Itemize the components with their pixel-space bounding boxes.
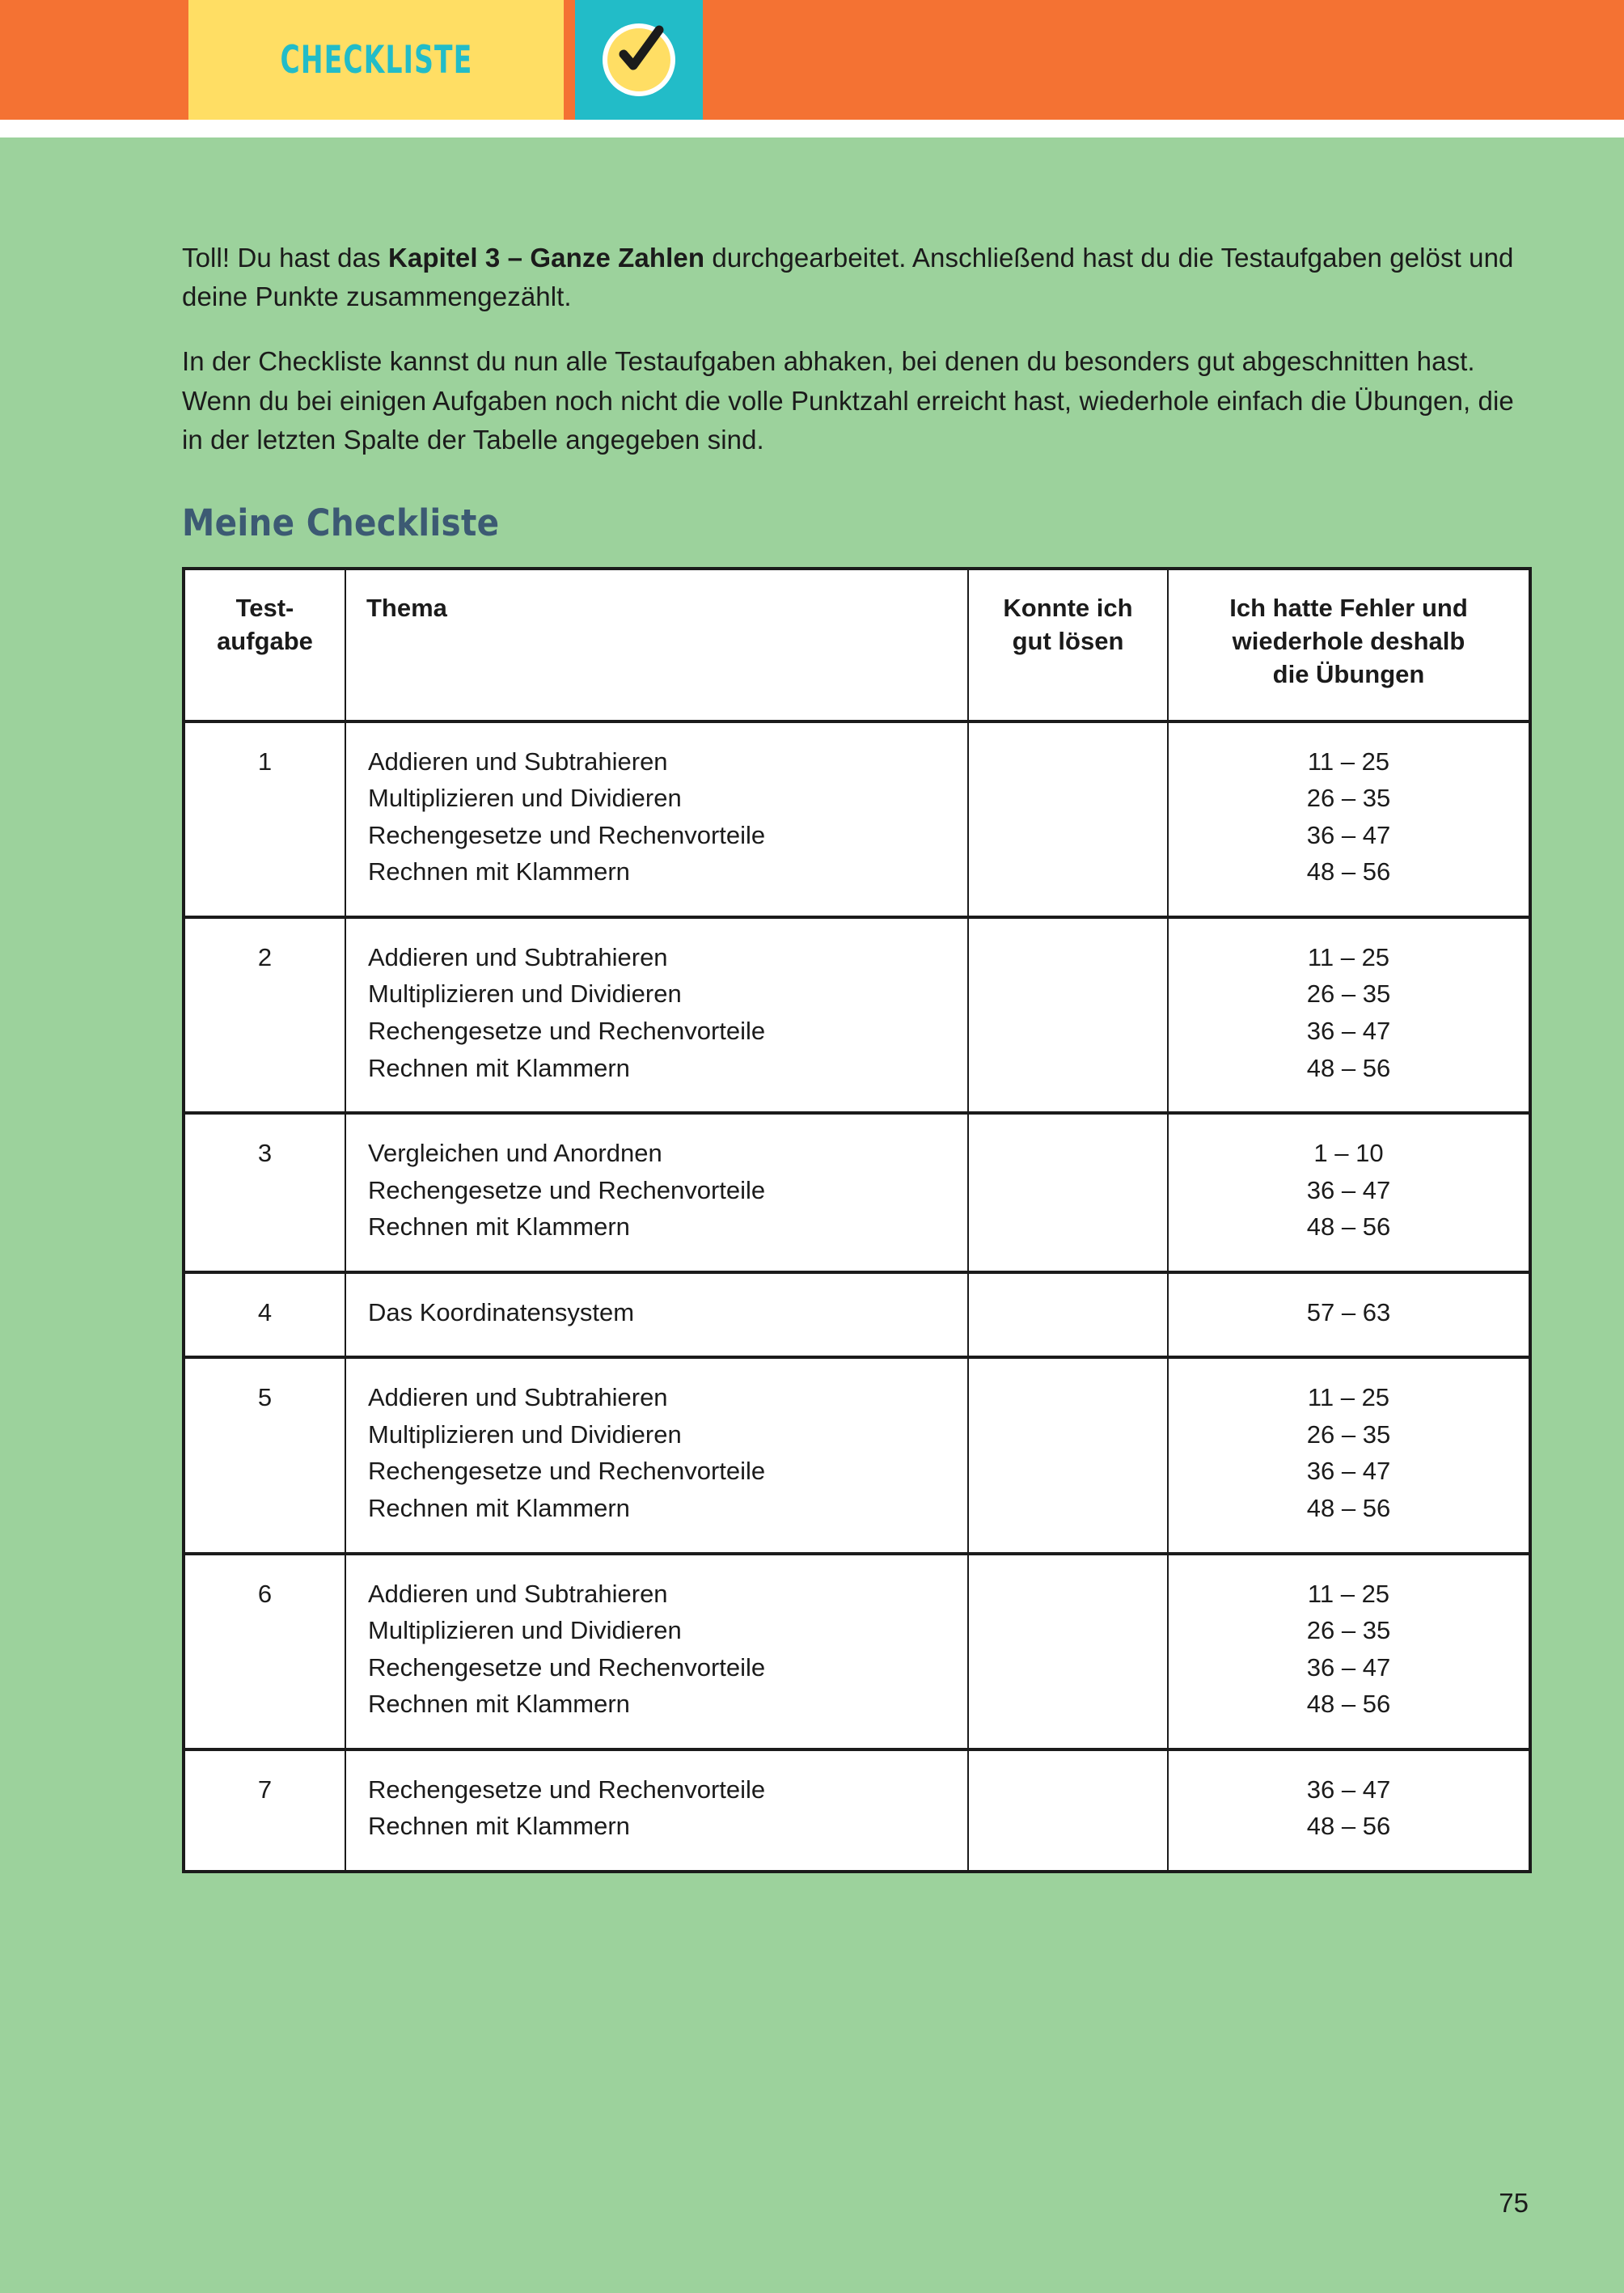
uebung-range: 57 – 63 [1306, 1297, 1391, 1326]
cell-thema [345, 1272, 968, 1358]
uebung-range: 11 – 25 [1307, 1579, 1390, 1608]
intro-text-part-1: Toll! Du hast das [182, 243, 388, 273]
uebung-range: 11 – 25 [1307, 747, 1390, 776]
uebung-range: 36 – 47 [1306, 1175, 1391, 1204]
testaufgabe-number: 1 [257, 747, 273, 776]
thema-line: Rechnen mit Klammern [368, 1212, 630, 1242]
cell-testaufgabe-number [184, 1272, 345, 1358]
thema-line: Rechengesetze und Rechenvorteile [368, 1652, 766, 1682]
uebung-range: 48 – 56 [1306, 1812, 1391, 1841]
testaufgabe-number: 6 [257, 1579, 273, 1608]
checklist-table [182, 567, 1532, 1873]
thema-list [347, 724, 966, 915]
uebung-range: 1 – 10 [1313, 1139, 1384, 1168]
cell-uebungen [1168, 1357, 1530, 1553]
uebungen-list [1169, 1275, 1528, 1356]
table-body [184, 721, 1530, 1872]
thema-list [347, 1752, 966, 1869]
thema-line: Addieren und Subtrahieren [368, 1383, 668, 1412]
page-body [0, 137, 1624, 2293]
cell-thema [345, 1357, 968, 1553]
cell-konnte-ich-gut-loesen-checkbox[interactable] [968, 917, 1168, 1113]
cell-testaufgabe-number [184, 1749, 345, 1872]
testaufgabe-number: 3 [257, 1139, 273, 1168]
uebung-range: 26 – 35 [1306, 784, 1391, 813]
page-number: 75 [1499, 2188, 1529, 2218]
thema-line: Vergleichen und Anordnen [368, 1139, 662, 1168]
thema-line: Rechnen mit Klammern [368, 1812, 630, 1841]
thema-line: Rechnen mit Klammern [368, 1494, 630, 1523]
table-row [184, 917, 1530, 1113]
thema-list [347, 1556, 966, 1747]
table-row [184, 1272, 1530, 1358]
cell-thema [345, 721, 968, 917]
column-header-konnte-ich-gut-loesen [968, 569, 1168, 721]
column-header-testaufgabe [184, 569, 345, 721]
thema-line: Rechengesetze und Rechenvorteile [368, 1016, 766, 1045]
uebung-range: 36 – 47 [1306, 1775, 1391, 1804]
uebungen-list [1169, 1115, 1528, 1270]
cell-thema [345, 917, 968, 1113]
uebung-range: 26 – 35 [1306, 1616, 1391, 1645]
uebung-range: 48 – 56 [1306, 1494, 1391, 1523]
column-header-thema [345, 569, 968, 721]
column-header-uebungen-line1: Ich hatte Fehler und [1229, 593, 1468, 622]
uebung-range: 48 – 56 [1306, 1212, 1391, 1242]
table-row [184, 1357, 1530, 1553]
cell-testaufgabe-number [184, 1357, 345, 1553]
uebungen-list [1169, 1752, 1528, 1869]
table-row [184, 1113, 1530, 1272]
column-header-ok-line1: Konnte ich [1003, 593, 1133, 622]
cell-uebungen [1168, 1554, 1530, 1749]
thema-line: Rechengesetze und Rechenvorteile [368, 1175, 766, 1204]
header-title-block [188, 0, 564, 120]
checkbox-area[interactable] [970, 1275, 1166, 1356]
intro-paragraph-1 [182, 239, 1529, 316]
cell-thema [345, 1749, 968, 1872]
uebung-range: 48 – 56 [1306, 857, 1391, 886]
section-heading: Meine Checkliste [182, 501, 500, 544]
table-row [184, 721, 1530, 917]
table-header-row [184, 569, 1530, 721]
uebung-range: 48 – 56 [1306, 1053, 1391, 1082]
uebungen-list [1169, 920, 1528, 1111]
uebungen-list [1169, 1556, 1528, 1747]
thema-list [347, 1360, 966, 1551]
uebung-range: 11 – 25 [1307, 1383, 1390, 1412]
header-band [0, 0, 1624, 120]
uebungen-list [1169, 1360, 1528, 1551]
column-header-uebungen [1168, 569, 1530, 721]
thema-line: Multiplizieren und Dividieren [368, 1616, 682, 1645]
uebung-range: 26 – 35 [1306, 1419, 1391, 1449]
cell-konnte-ich-gut-loesen-checkbox[interactable] [968, 1113, 1168, 1272]
table-row [184, 1749, 1530, 1872]
thema-line: Rechnen mit Klammern [368, 857, 630, 886]
column-header-testaufgabe-line2: aufgabe [217, 626, 313, 655]
checkbox-area[interactable] [970, 1752, 1166, 1833]
cell-thema [345, 1113, 968, 1272]
thema-line: Multiplizieren und Dividieren [368, 979, 682, 1009]
uebung-range: 26 – 35 [1306, 979, 1391, 1009]
header-white-strip [0, 120, 1624, 137]
checkbox-area[interactable] [970, 1115, 1166, 1196]
uebung-range: 36 – 47 [1306, 1652, 1391, 1682]
cell-konnte-ich-gut-loesen-checkbox[interactable] [968, 1357, 1168, 1553]
cell-uebungen [1168, 1749, 1530, 1872]
thema-line: Rechnen mit Klammern [368, 1053, 630, 1082]
cell-testaufgabe-number [184, 1554, 345, 1749]
thema-line: Multiplizieren und Dividieren [368, 1419, 682, 1449]
uebung-range: 36 – 47 [1306, 1016, 1391, 1045]
column-header-thema-label: Thema [366, 593, 447, 622]
thema-line: Addieren und Subtrahieren [368, 942, 668, 971]
table-row [184, 1554, 1530, 1749]
cell-uebungen [1168, 1272, 1530, 1358]
cell-uebungen [1168, 1113, 1530, 1272]
thema-line: Rechnen mit Klammern [368, 1690, 630, 1719]
thema-list [347, 920, 966, 1111]
uebung-range: 48 – 56 [1306, 1690, 1391, 1719]
thema-line: Rechengesetze und Rechenvorteile [368, 1775, 766, 1804]
testaufgabe-number: 5 [257, 1383, 273, 1412]
intro-text-part-2: durchgearbeitet. Anschließend hast du die Testaufgaben gelöst und deine Punkte zusammengezählt. [182, 243, 1514, 312]
checkbox-area[interactable] [970, 1360, 1166, 1441]
testaufgabe-number: 2 [257, 942, 273, 971]
table-header [184, 569, 1530, 721]
thema-line: Addieren und Subtrahieren [368, 747, 668, 776]
uebung-range: 11 – 25 [1307, 942, 1390, 971]
column-header-ok-line2: gut lösen [1012, 626, 1124, 655]
uebung-range: 36 – 47 [1306, 820, 1391, 849]
cell-uebungen [1168, 721, 1530, 917]
cell-testaufgabe-number [184, 721, 345, 917]
thema-list [347, 1275, 966, 1356]
cell-konnte-ich-gut-loesen-checkbox[interactable] [968, 1554, 1168, 1749]
column-header-uebungen-line2: wiederhole deshalb [1232, 626, 1465, 655]
cell-konnte-ich-gut-loesen-checkbox[interactable] [968, 721, 1168, 917]
header-icon-block [575, 0, 703, 120]
thema-line: Das Koordinatensystem [368, 1297, 635, 1326]
check-circle-icon [607, 28, 670, 91]
checkbox-area[interactable] [970, 724, 1166, 805]
testaufgabe-number: 7 [257, 1775, 273, 1804]
thema-line: Rechengesetze und Rechenvorteile [368, 1457, 766, 1486]
column-header-testaufgabe-line1: Test- [235, 593, 294, 622]
uebungen-list [1169, 724, 1528, 915]
thema-list [347, 1115, 966, 1270]
checkbox-area[interactable] [970, 920, 1166, 1001]
intro-paragraph-2: In der Checkliste kannst du nun alle Testaufgaben abhaken, bei denen du besonders gut abgeschnitten hast. Wenn du bei einigen Aufgaben noch nicht die volle Punktzahl erreicht hast, wiederhole einfach die Übungen, die in der letzten Spalte der Tabelle angegeben sind. [182, 346, 1514, 455]
header-title: CHECKLISTE [280, 37, 472, 82]
cell-konnte-ich-gut-loesen-checkbox[interactable] [968, 1749, 1168, 1872]
thema-line: Rechengesetze und Rechenvorteile [368, 820, 766, 849]
checkbox-area[interactable] [970, 1556, 1166, 1637]
cell-testaufgabe-number [184, 1113, 345, 1272]
thema-line: Addieren und Subtrahieren [368, 1579, 668, 1608]
cell-testaufgabe-number [184, 917, 345, 1113]
chapter-reference: Kapitel 3 – Ganze Zahlen [387, 243, 705, 273]
cell-konnte-ich-gut-loesen-checkbox[interactable] [968, 1272, 1168, 1358]
testaufgabe-number: 4 [257, 1297, 273, 1326]
content-area [182, 239, 1529, 1873]
cell-uebungen [1168, 917, 1530, 1113]
cell-thema [345, 1554, 968, 1749]
column-header-uebungen-line3: die Übungen [1272, 659, 1425, 688]
uebung-range: 36 – 47 [1306, 1457, 1391, 1486]
thema-line: Multiplizieren und Dividieren [368, 784, 682, 813]
